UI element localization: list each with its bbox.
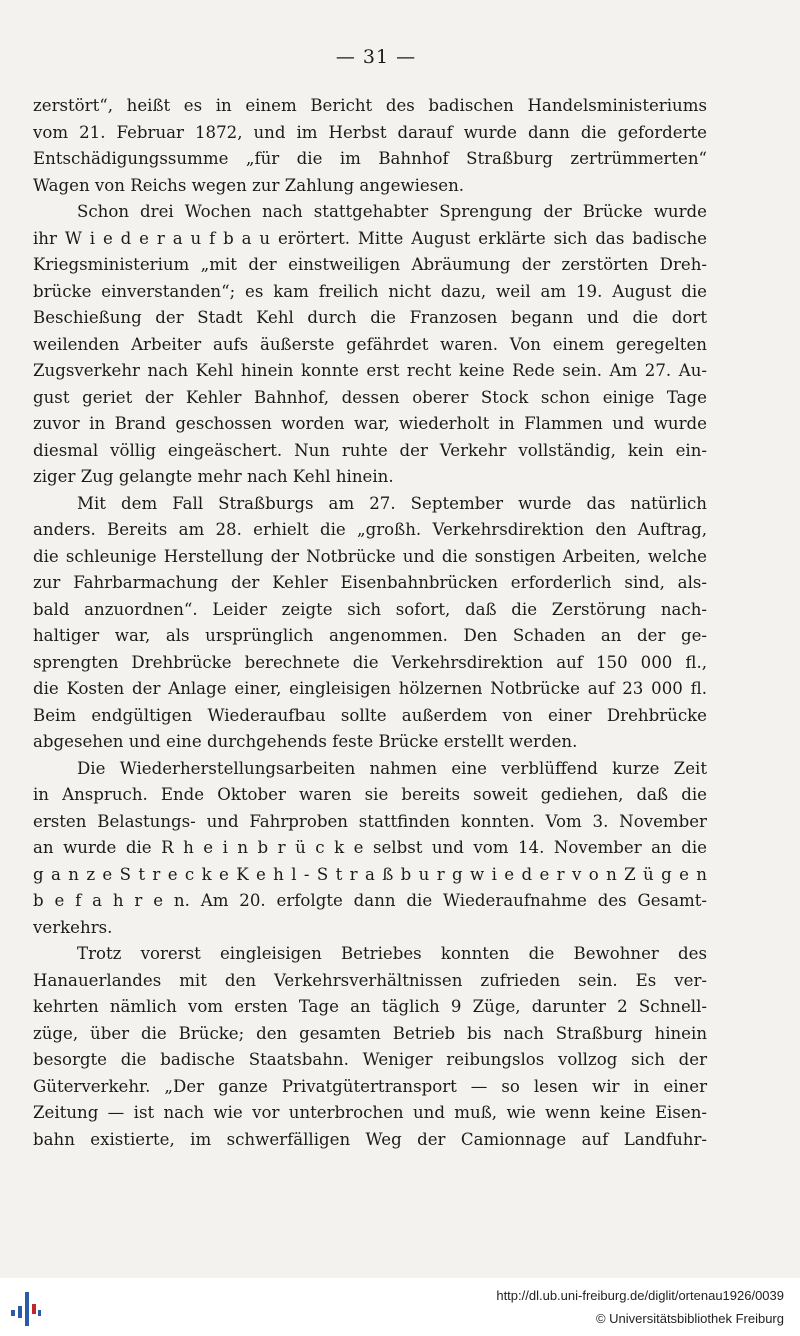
text-line: zerstört“, heißt es in einem Bericht des badischen Handelsministeriums [33, 96, 707, 115]
paragraph-5 [33, 941, 707, 1153]
text-line: Trotz vorerst eingleisigen Betriebes konnten die Bewohner des [77, 944, 707, 963]
text-line: in Anspruch. Ende Oktober waren sie bereits soweit gediehen, daß die [33, 785, 707, 804]
text-line: die Kosten der Anlage einer, eingleisigen hölzernen Notbrücke auf 23 000 fl. [33, 679, 707, 698]
paragraph-1 [33, 93, 707, 199]
text-line: abgesehen und eine durchgehends feste Brücke erstellt werden. [33, 732, 578, 751]
text-line: kehrten nämlich vom ersten Tage an täglich 9 Züge, darunter 2 Schnell- [33, 997, 707, 1016]
text-line: zuvor in Brand geschossen worden war, wiederholt in Flammen und wurde [33, 414, 707, 433]
text-line: ziger Zug gelangte mehr nach Kehl hinein. [33, 467, 394, 486]
logo-bar [11, 1310, 15, 1316]
text-line: g a n z e S t r e c k e K e h l - S t r a ß b u r g w i e d e r v o n Z ü g e n [33, 864, 707, 884]
text-line: Die Wiederherstellungsarbeiten nahmen eine verblüffend kurze Zeit [77, 758, 707, 778]
text-line: Entschädigungssumme „für die im Bahnhof Straßburg zertrümmerten“ [33, 149, 707, 168]
text-line: Kriegsministerium „mit der einstweiligen Abräumung der zerstörten Dreh- [33, 255, 707, 274]
text-line: Wagen von Reichs wegen zur Zahlung angewiesen. [33, 175, 465, 195]
text-line: bahn existierte, im schwerfälligen Weg der Camionnage auf Landfuhr- [33, 1129, 707, 1149]
text-line: gust geriet der Kehler Bahnhof, dessen oberer Stock schon einige Tage [33, 387, 707, 407]
text-line: Beim endgültigen Wiederaufbau sollte außerdem von einer Drehbrücke [33, 705, 707, 725]
paragraph-3 [33, 491, 707, 756]
text-line: haltiger war, als ursprünglich angenommen. Den Schaden an der ge- [33, 626, 707, 645]
text-line: ihr W i e d e r a u f b a u erörtert. Mitte August erklärte sich das badische [33, 228, 707, 248]
text-line: die schleunige Herstellung der Notbrücke und die sonstigen Arbeiten, welche [33, 546, 707, 566]
text-line: vom 21. Februar 1872, und im Herbst darauf wurde dann die geforderte [33, 122, 707, 142]
text-line: an wurde die R h e i n b r ü c k e selbst und vom 14. November an die [33, 838, 707, 857]
text-line: Beschießung der Stadt Kehl durch die Franzosen begann und die dort [33, 308, 707, 327]
footer-bar [0, 1278, 800, 1336]
text-line: bald anzuordnen“. Leider zeigte sich sofort, daß die Zerstörung nach- [33, 599, 707, 619]
text-line: besorgte die badische Staatsbahn. Weniger reibungslos vollzog sich der [33, 1050, 707, 1069]
paragraph-2 [33, 199, 707, 491]
text-line: Hanauerlandes mit den Verkehrsverhältnissen zufrieden sein. Es ver- [33, 970, 707, 990]
body-text [33, 93, 707, 1153]
copyright-notice: © Universitätsbibliothek Freiburg [595, 1311, 784, 1326]
text-line: anders. Bereits am 28. erhielt die „großh. Verkehrsdirektion den Auftrag, [33, 520, 707, 539]
text-line: Güterverkehr. „Der ganze Privatgütertransport — so lesen wir in einer [33, 1076, 707, 1096]
text-line: Mit dem Fall Straßburgs am 27. September wurde das natürlich [77, 493, 707, 513]
permalink-url[interactable]: http://dl.ub.uni-freiburg.de/diglit/ortenau1926/0039 [496, 1288, 784, 1303]
paragraph-4 [33, 756, 707, 942]
text-line: zur Fahrbarmachung der Kehler Eisenbahnbrücken erforderlich sind, als- [33, 573, 707, 592]
logo-bar [32, 1304, 36, 1314]
text-line: b e f a h r e n. Am 20. erfolgte dann die Wiederaufnahme des Gesamt- [33, 891, 707, 910]
logo-bar [18, 1306, 22, 1318]
text-line: sprengten Drehbrücke berechnete die Verkehrsdirektion auf 150 000 fl., [33, 652, 707, 672]
text-line: ersten Belastungs- und Fahrproben stattfinden konnten. Vom 3. November [33, 811, 707, 831]
text-line: verkehrs. [33, 917, 113, 937]
text-line: weilenden Arbeiter aufs äußerste gefährdet waren. Von einem geregelten [33, 334, 707, 354]
university-library-logo-icon [10, 1288, 42, 1328]
logo-bar [25, 1292, 29, 1326]
text-line: Zugsverkehr nach Kehl hinein konnte erst recht keine Rede sein. Am 27. Au- [33, 361, 707, 380]
text-line: Schon drei Wochen nach stattgehabter Sprengung der Brücke wurde [77, 202, 707, 221]
logo-bar [38, 1310, 41, 1316]
text-line: züge, über die Brücke; den gesamten Betrieb bis nach Straßburg hinein [33, 1023, 707, 1043]
page-number: — 31 — [335, 46, 417, 68]
text-line: diesmal völlig eingeäschert. Nun ruhte der Verkehr vollständig, kein ein- [33, 440, 707, 460]
text-line: brücke einverstanden“; es kam freilich nicht dazu, weil am 19. August die [33, 281, 707, 301]
text-line: Zeitung — ist nach wie vor unterbrochen und muß, wie wenn keine Eisen- [33, 1103, 707, 1122]
